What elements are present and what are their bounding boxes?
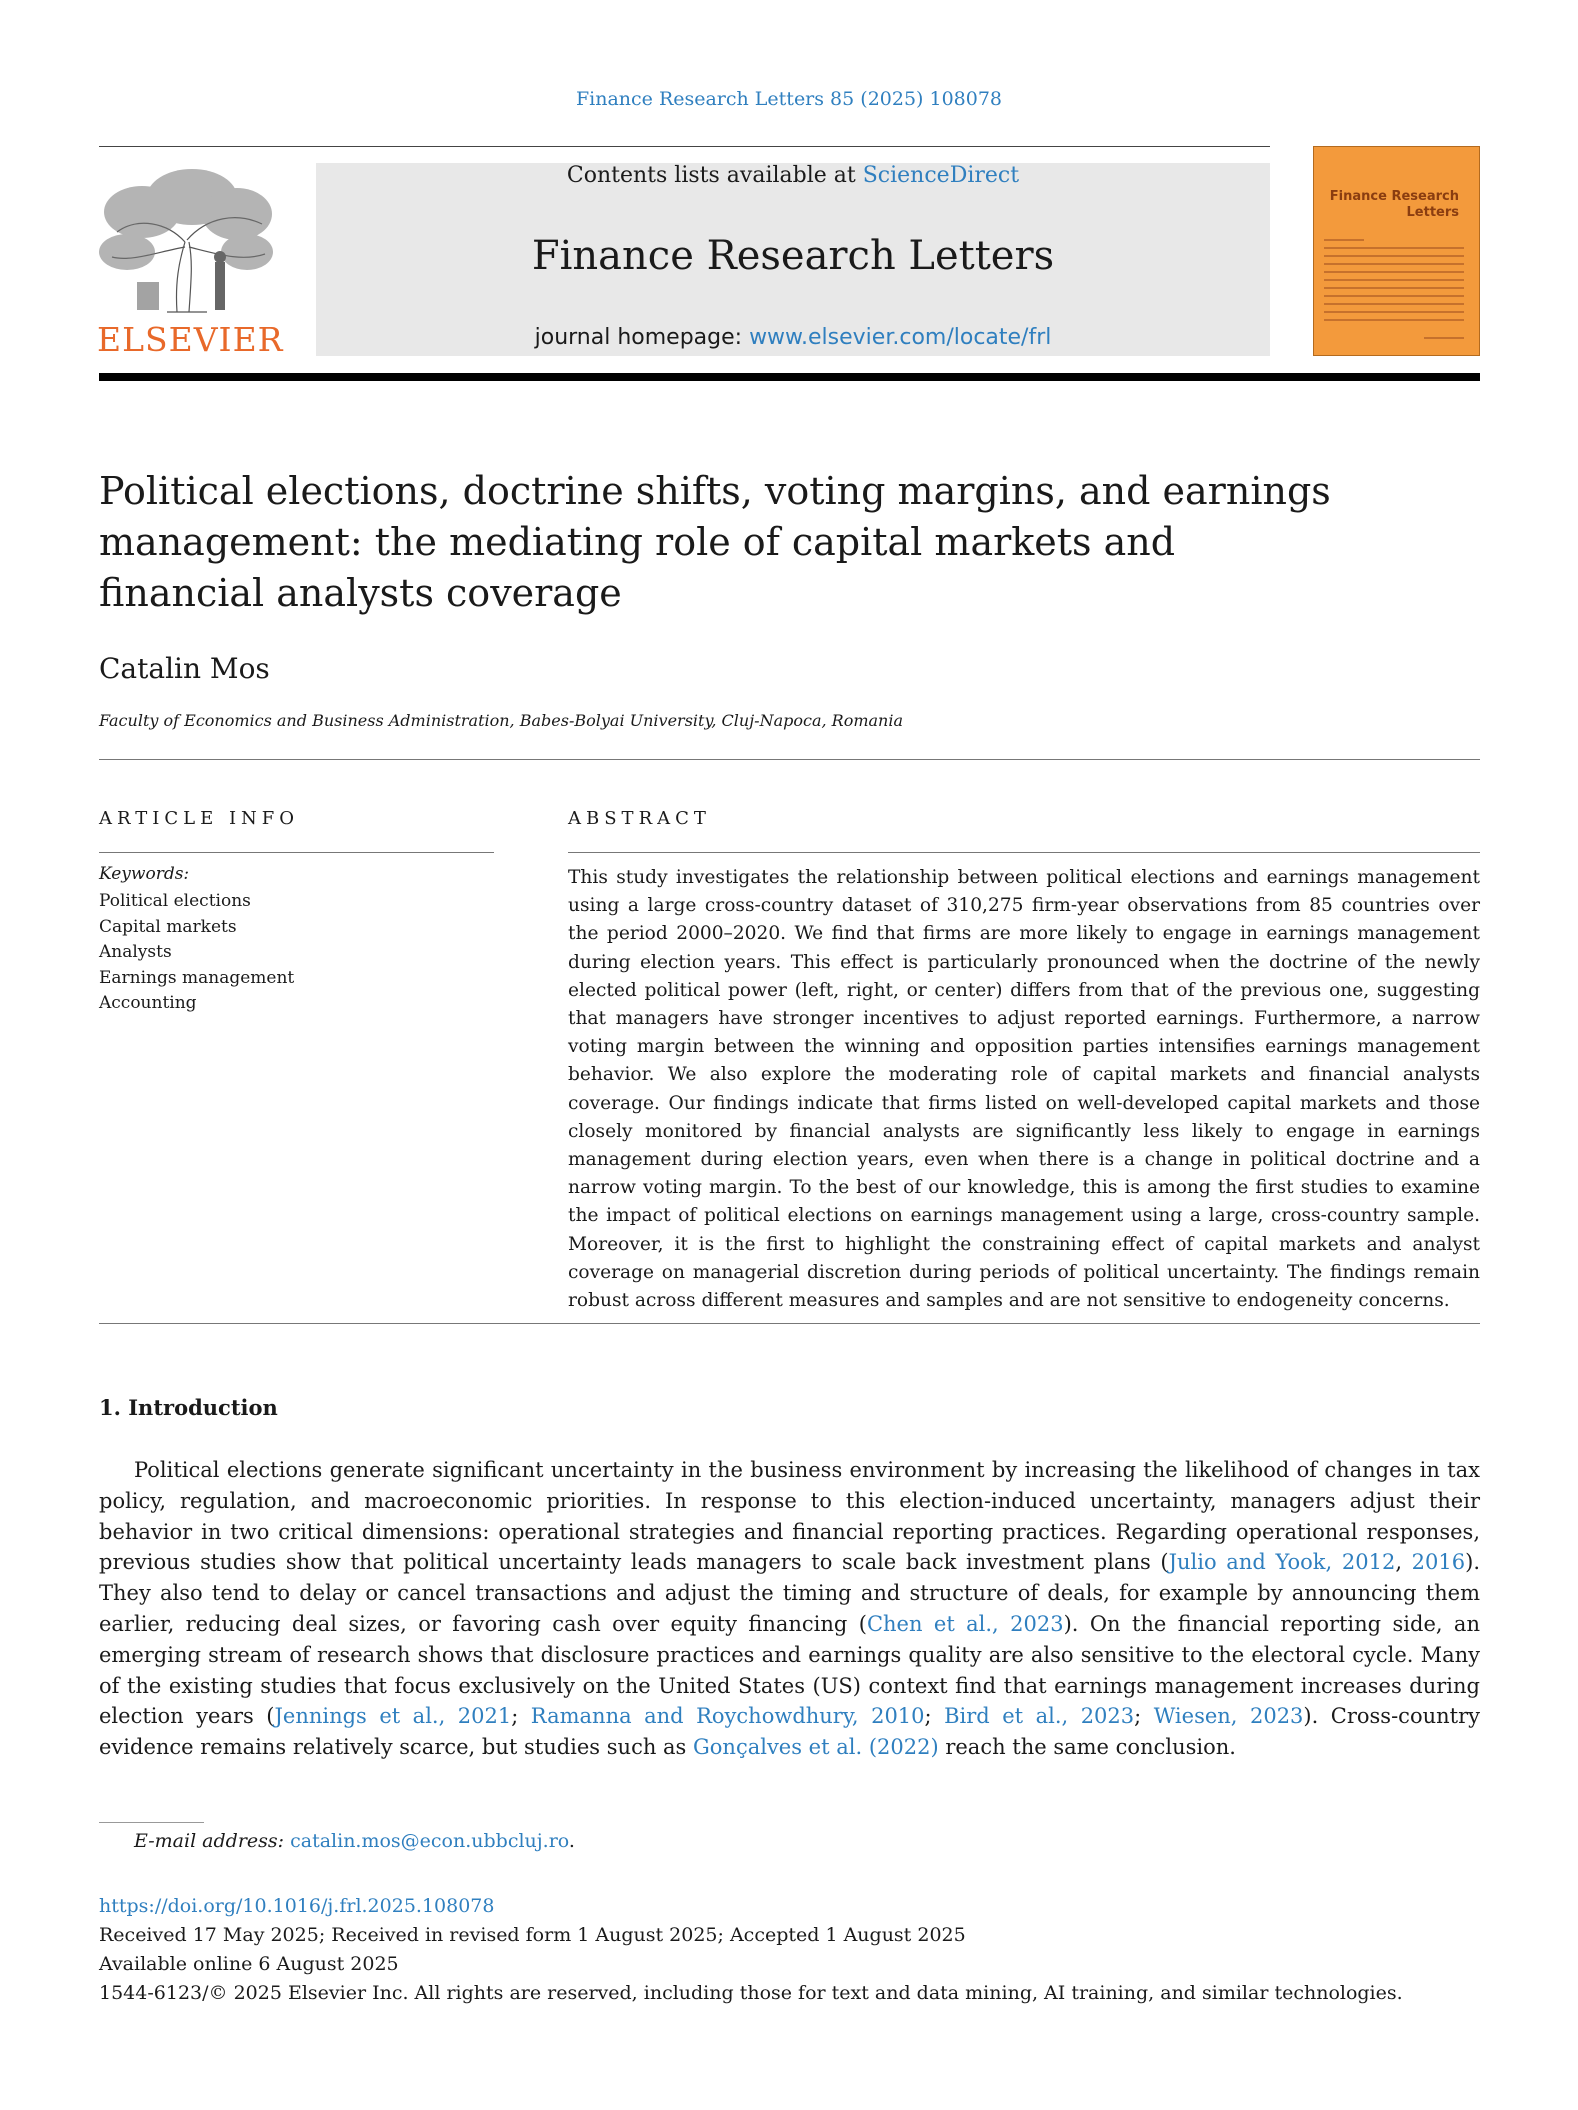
reference-link[interactable]: Julio and Yook, 2012 [1168,1550,1396,1575]
journal-banner [316,163,1270,356]
reference-link[interactable]: Wiesen, 2023 [1153,1704,1304,1729]
doi-link[interactable]: https://doi.org/10.1016/j.frl.2025.108078 [99,1895,495,1917]
keyword: Political elections [99,891,251,911]
elsevier-wordmark: ELSEVIER [97,320,284,359]
text-run: Political elections generate significant uncertainty in the business environment by increasing the likelihood of changes in tax policy, regulation, and macroeconomic priorities. In response to this election-induced uncertainty, managers adjust their behavior in two critical dimensions: operational strategies and financial reporting practices. Regarding operational responses, previous studies show that political uncertainty leads managers to scale back investment plans ( [99,1458,1480,1575]
journal-cover-thumbnail[interactable] [1313,146,1480,356]
author-affiliation: Faculty of Economics and Business Administration, Babes-Bolyai University, Cluj-Napoca, Romania [99,711,904,730]
cover-text-line [1324,295,1464,297]
cover-text-line [1324,255,1464,257]
journal-citation[interactable]: Finance Research Letters 85 (2025) 108078 [575,88,1003,110]
cover-text-line [1324,287,1464,289]
text-run: ). On the financial reporting side, an emerging stream of research shows that disclosure practices and earnings quality are also sensitive to the electoral cycle. Many of the existing studies that focus exclusively on the United States (US) context find that earnings management increases during election years ( [99,1611,1480,1729]
keyword: Analysts [99,942,172,962]
sciencedirect-link[interactable]: ScienceDirect [862,163,1020,188]
keyword: Capital markets [99,916,237,937]
text-run: ). Cross-country evidence remains relatively scarce, but studies such as [99,1704,1480,1760]
keywords-list [99,889,294,1017]
text-run: ; [924,1704,945,1729]
footnote-rule [99,1822,204,1823]
text-run: , [1395,1550,1412,1575]
text-run: . [568,1830,575,1852]
introduction-paragraph [99,1455,1480,1763]
keyword: Accounting [99,993,197,1013]
abstract-text: This study investigates the relationship between political elections and earnings management using a large cross-country dataset of 310,275 firm-year observations from 85 countries over the period 2000–2020. We find that firms are more likely to engage in earnings management during election years. This effect is particularly pronounced when the doctrine of the newly elected political power (left, right, or center) differs from that of the previous one, suggesting that managers have stronger incentives to adjust reported earnings. Furthermore, a narrow voting margin between the winning and opposition parties intensifies earnings management behavior. We also explore the moderating role of capital markets and financial analysts coverage. Our findings indicate that firms listed on well-developed capital markets and those closely monitored by financial analysts are significantly less likely to engage in earnings management during election years, even when there is a change in political doctrine and a narrow voting margin. To the best of our knowledge, this is among the first studies to examine the impact of political elections on earnings management using a large, cross-country sample. Moreover, it is the first to highlight the constraining effect of capital markets and analyst coverage on managerial discretion during periods of political uncertainty. The findings remain robust across different measures and samples and are not sensitive to endogeneity concerns. [568,867,1480,1312]
email-link[interactable]: catalin.mos@econ.ubbcluj.ro [290,1830,569,1852]
divider [568,852,1480,853]
cover-text-line [1324,311,1464,313]
cover-title: Finance Research Letters [1329,189,1459,220]
text-run: ; [511,1704,531,1729]
footnote-email [134,1830,575,1852]
reference-link[interactable]: Gonçalves et al. (2022) [693,1735,939,1760]
journal-name: Finance Research Letters [531,233,1055,279]
available-online: Available online 6 August 2025 [99,1953,399,1975]
homepage-prefix: journal homepage: [534,325,743,350]
author-name[interactable]: Catalin Mos [99,652,270,685]
cover-text-line [1324,239,1364,241]
cover-text-line [1324,263,1464,265]
text-run: ; [1134,1704,1154,1729]
cover-text-line [1324,271,1464,273]
section-heading-introduction: 1. Introduction [99,1395,278,1420]
text-run: ). They also tend to delay or cancel transactions and adjust the timing and structure of deals, for example by announcing them earlier, reducing deal sizes, or favoring cash over equity financing ( [99,1550,1480,1636]
header-thick-rule [99,373,1480,381]
homepage-line [316,325,1270,350]
keywords-label: Keywords: [99,864,190,884]
divider [99,759,1480,760]
cover-text-line [1324,247,1464,249]
homepage-link[interactable]: www.elsevier.com/locate/frl [749,325,1052,350]
copyright-line: 1544-6123/© 2025 Elsevier Inc. All rights are reserved, including those for text and data mining, AI training, and similar technologies. [99,1982,1403,2004]
cover-text-line [1324,279,1464,281]
cover-text-line [1324,303,1464,305]
article-info-heading: ARTICLE INFO [99,808,300,829]
reference-link[interactable]: Chen et al., 2023 [866,1611,1064,1636]
received-dates: Received 17 May 2025; Received in revised form 1 August 2025; Accepted 1 August 2025 [99,1924,966,1946]
article-title: Political elections, doctrine shifts, voting margins, and earnings management: the mediating role of capital markets and financial analysts coverage [99,469,1331,615]
contents-line [316,163,1270,188]
reference-link[interactable]: 2016 [1411,1550,1466,1575]
divider [99,852,494,853]
text-run: reach the same conclusion. [938,1735,1236,1760]
keyword: Earnings management [99,967,295,988]
contents-prefix: Contents lists available at [566,163,856,188]
reference-link[interactable]: Ramanna and Roychowdhury, 2010 [530,1704,925,1729]
divider [99,1323,1480,1324]
cover-text-line [1424,337,1464,339]
email-label: E-mail address: [134,1830,285,1852]
reference-link[interactable]: Jennings et al., 2021 [274,1704,512,1729]
reference-link[interactable]: Bird et al., 2023 [944,1704,1135,1729]
abstract-heading: ABSTRACT [568,808,711,829]
top-rule [99,146,1270,147]
cover-text-line [1324,319,1464,321]
